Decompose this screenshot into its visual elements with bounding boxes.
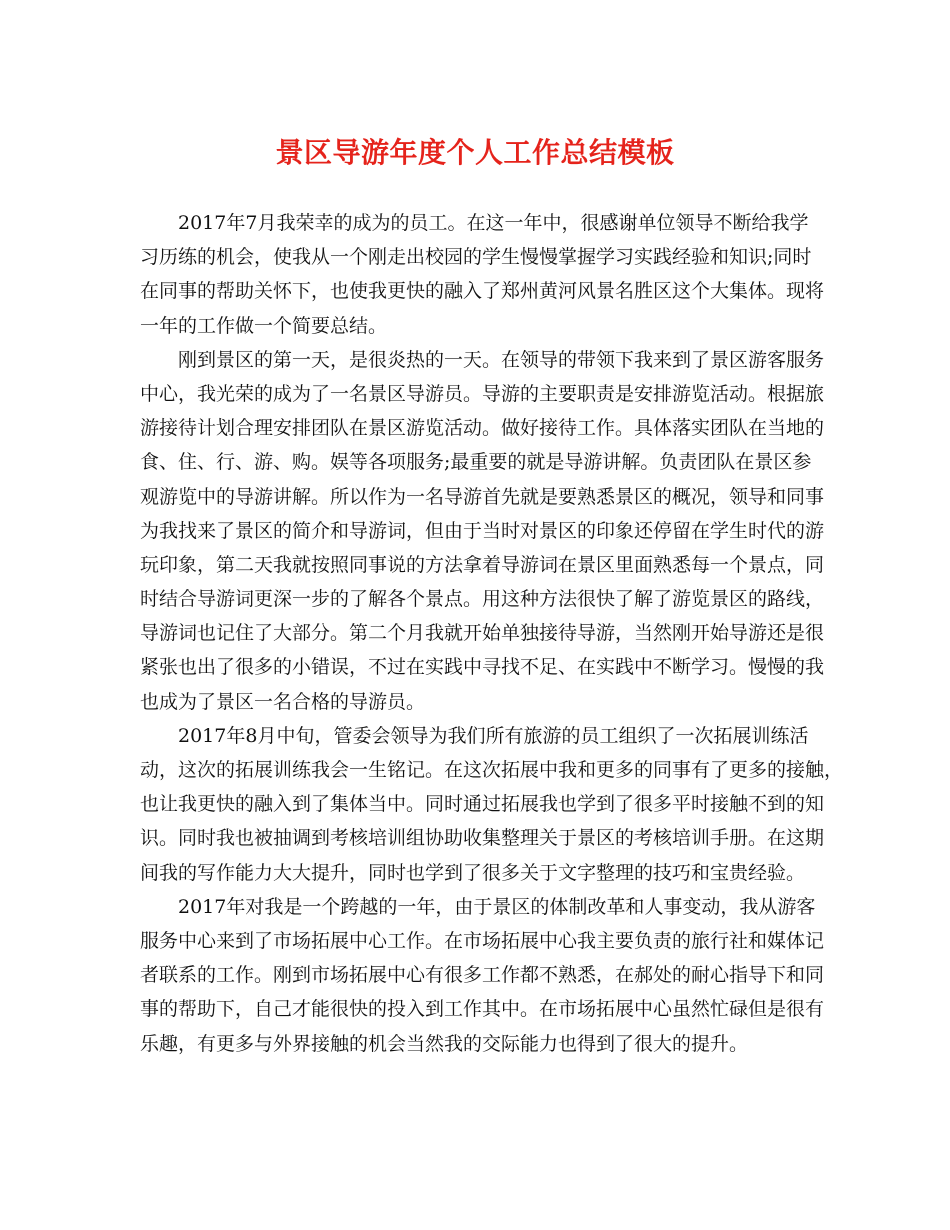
paragraph-line: 也成为了景区一名合格的导游员。	[140, 690, 426, 713]
paragraph-1	[140, 206, 825, 343]
paragraph-line: 间我的写作能力大大提升，同时也学到了很多关于文字整理的技巧和宝贵经验。	[140, 861, 806, 884]
paragraph-line: 2017年对我是一个跨越的一年，由于景区的体制改革和人事变动，我从游客	[178, 895, 816, 918]
paragraph-line: 刚到景区的第一天，是很炎热的一天。在领导的带领下我来到了景区游客服务	[178, 348, 825, 371]
paragraph-line: 紧张也出了很多的小错误，不过在实践中寻找不足、在实践中不断学习。慢慢的我	[140, 656, 825, 679]
paragraph-line: 也让我更快的融入到了集体当中。同时通过拓展我也学到了很多平时接触不到的知	[140, 793, 825, 816]
paragraph-line: 动，这次的拓展训练我会一生铭记。在这次拓展中我和更多的同事有了更多的接触，	[140, 759, 844, 781]
paragraph-line: 2017年7月我荣幸的成为的员工。在这一年中，很感谢单位领导不断给我学	[178, 212, 809, 234]
paragraph-line: 习历练的机会，使我从一个刚走出校园的学生慢慢掌握学习实践经验和知识;同时	[140, 246, 812, 269]
paragraph-line: 2017年8月中旬，管委会领导为我们所有旅游的员工组织了一次拓展训练活	[178, 724, 809, 747]
document-body	[140, 206, 844, 1061]
paragraph-line: 时结合导游词更深一步的了解各个景点。用这种方法很快了解了游览景区的路线，	[140, 588, 825, 611]
paragraph-3	[140, 719, 844, 890]
paragraph-2	[140, 343, 825, 719]
paragraph-line: 服务中心来到了市场拓展中心工作。在市场拓展中心我主要负责的旅行社和媒体记	[140, 929, 825, 952]
page-title: 景区导游年度个人工作总结模板	[275, 136, 675, 169]
paragraph-line: 游接待计划合理安排团队在景区游览活动。做好接待工作。具体落实团队在当地的	[140, 417, 825, 440]
paragraph-line: 观游览中的导游讲解。所以作为一名导游首先就是要熟悉景区的概况，领导和同事	[140, 485, 825, 508]
paragraph-line: 在同事的帮助关怀下，也使我更快的融入了郑州黄河风景名胜区这个大集体。现将	[140, 280, 825, 303]
paragraph-line: 中心，我光荣的成为了一名景区导游员。导游的主要职责是安排游览活动。根据旅	[140, 382, 825, 405]
paragraph-line: 为我找来了景区的简介和导游词，但由于当时对景区的印象还停留在学生时代的游	[140, 519, 825, 542]
paragraph-line: 者联系的工作。刚到市场拓展中心有很多工作都不熟悉，在郝处的耐心指导下和同	[140, 964, 825, 987]
paragraph-line: 一年的工作做一个简要总结。	[140, 314, 388, 337]
paragraph-line: 乐趣，有更多与外界接触的机会当然我的交际能力也得到了很大的提升。	[140, 1032, 749, 1055]
paragraph-4	[140, 890, 825, 1061]
paragraph-line: 识。同时我也被抽调到考核培训组协助收集整理关于景区的考核培训手册。在这期	[140, 827, 825, 850]
paragraph-line: 食、住、行、游、购。娱等各项服务;最重要的就是导游讲解。负责团队在景区参	[140, 451, 812, 474]
paragraph-line: 事的帮助下，自己才能很快的投入到工作其中。在市场拓展中心虽然忙碌但是很有	[140, 998, 825, 1021]
paragraph-line: 导游词也记住了大部分。第二个月我就开始单独接待导游，当然刚开始导游还是很	[140, 622, 825, 645]
paragraph-line: 玩印象，第二天我就按照同事说的方法拿着导游词在景区里面熟悉每一个景点，同	[140, 553, 825, 576]
